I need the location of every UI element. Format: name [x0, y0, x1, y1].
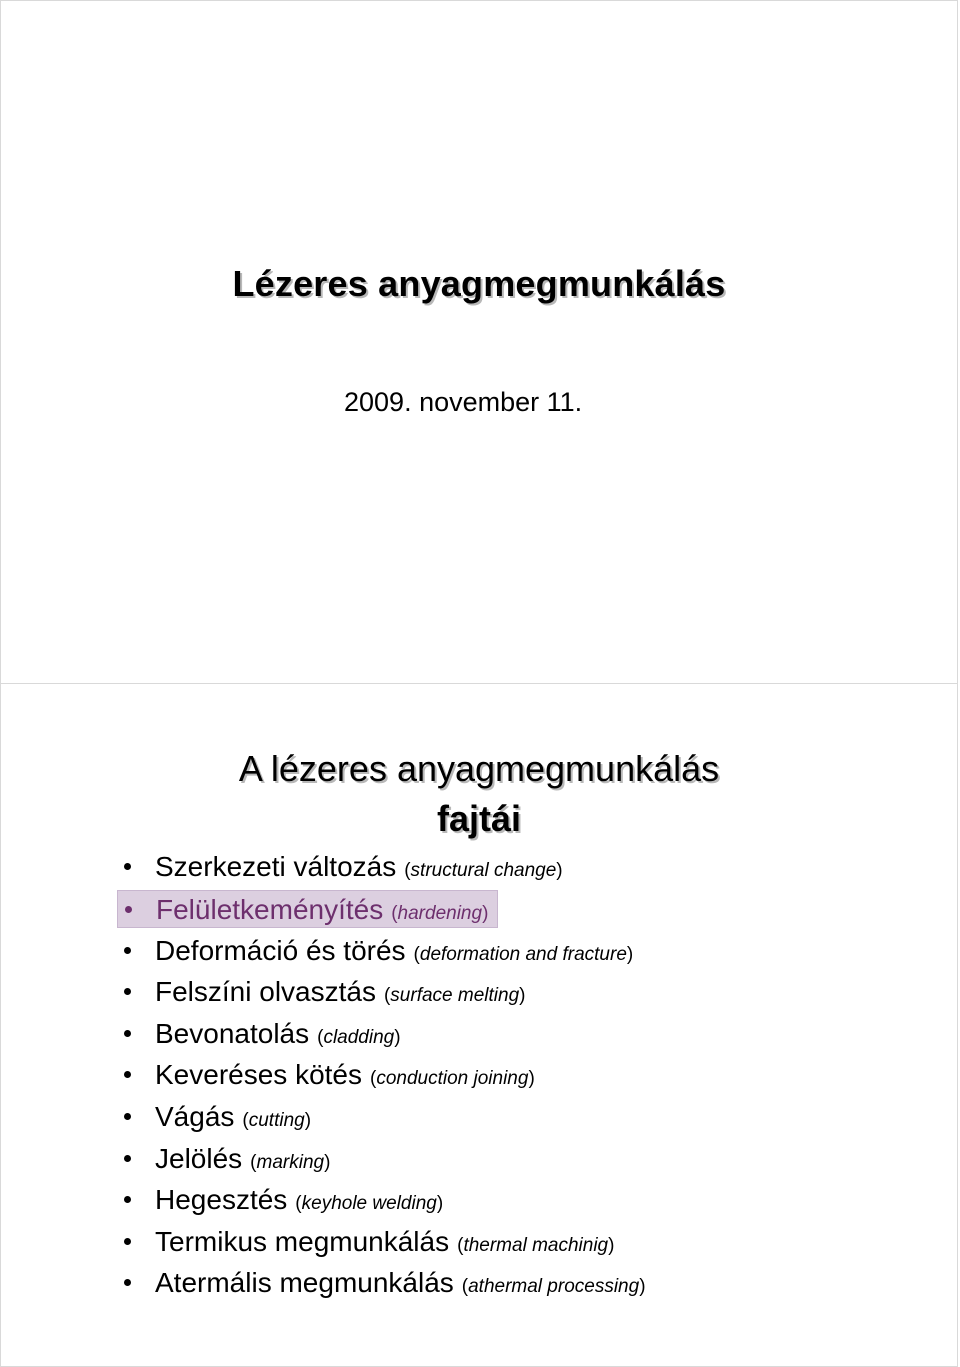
bullet-dot-icon	[124, 1155, 131, 1162]
slide-2-title	[1, 744, 957, 844]
bullet-dot-icon	[124, 1196, 131, 1203]
bullet-text: Deformáció és törés	[155, 934, 406, 966]
bullet-text: Termikus megmunkálás	[155, 1225, 450, 1257]
list-item	[124, 846, 646, 888]
bullet-dot-icon	[124, 863, 131, 870]
bullet-text: Hegesztés	[155, 1184, 288, 1216]
bullet-english: (conduction joining)	[370, 1068, 535, 1090]
bullet-dot-icon	[124, 1071, 131, 1078]
bullet-text: Felszíni olvasztás	[155, 976, 376, 1008]
slide-1	[0, 0, 958, 684]
list-item	[124, 1179, 646, 1221]
list-item	[124, 1138, 646, 1180]
bullet-english: (hardening)	[391, 902, 489, 924]
bullet-dot-icon	[124, 1279, 131, 1286]
slide-1-date: 2009. november 11.	[344, 387, 583, 417]
list-item-highlighted	[117, 890, 498, 928]
bullet-english: (marking)	[250, 1151, 331, 1173]
bullet-english: (cladding)	[317, 1026, 401, 1048]
slide-2-title-line-2: fajtái	[436, 798, 522, 839]
bullet-english: (keyhole welding)	[295, 1193, 444, 1215]
bullet-text: Szerkezeti változás	[155, 851, 397, 882]
bullet-dot-icon	[124, 1238, 131, 1245]
bullet-text: Felületkeményítés	[156, 893, 384, 925]
list-item	[124, 1054, 646, 1096]
bullet-dot-icon	[124, 1113, 131, 1120]
list-item	[124, 1221, 646, 1263]
bullet-english: (cutting)	[242, 1109, 312, 1131]
bullet-text: Atermális megmunkálás	[155, 1267, 454, 1299]
list-item	[124, 930, 646, 972]
bullet-dot-icon	[124, 988, 131, 995]
bullet-english: (surface melting)	[383, 985, 526, 1007]
bullet-text: Keveréses kötés	[155, 1059, 362, 1091]
bullet-text: Jelölés	[155, 1142, 243, 1174]
bullet-text: Vágás	[155, 1100, 235, 1132]
bullet-dot-icon	[124, 1030, 131, 1037]
list-item	[124, 1013, 646, 1055]
bullet-dot-icon	[125, 906, 132, 913]
bullet-dot-icon	[124, 947, 131, 954]
slide-2-title-line-1: A lézeres anyagmegmunkálás	[238, 748, 720, 789]
slide-2	[0, 683, 958, 1367]
bullet-list	[124, 846, 646, 1304]
bullet-text: Bevonatolás	[155, 1017, 310, 1049]
bullet-english: (structural change)	[404, 860, 563, 881]
bullet-english: (athermal processing)	[461, 1276, 646, 1298]
slide-1-title: Lézeres anyagmegmunkálás	[232, 263, 726, 304]
bullet-english: (deformation and fracture)	[413, 943, 634, 965]
list-item	[124, 1262, 646, 1304]
bullet-english: (thermal machinig)	[457, 1234, 615, 1256]
list-item	[124, 971, 646, 1013]
list-item	[124, 1096, 646, 1138]
